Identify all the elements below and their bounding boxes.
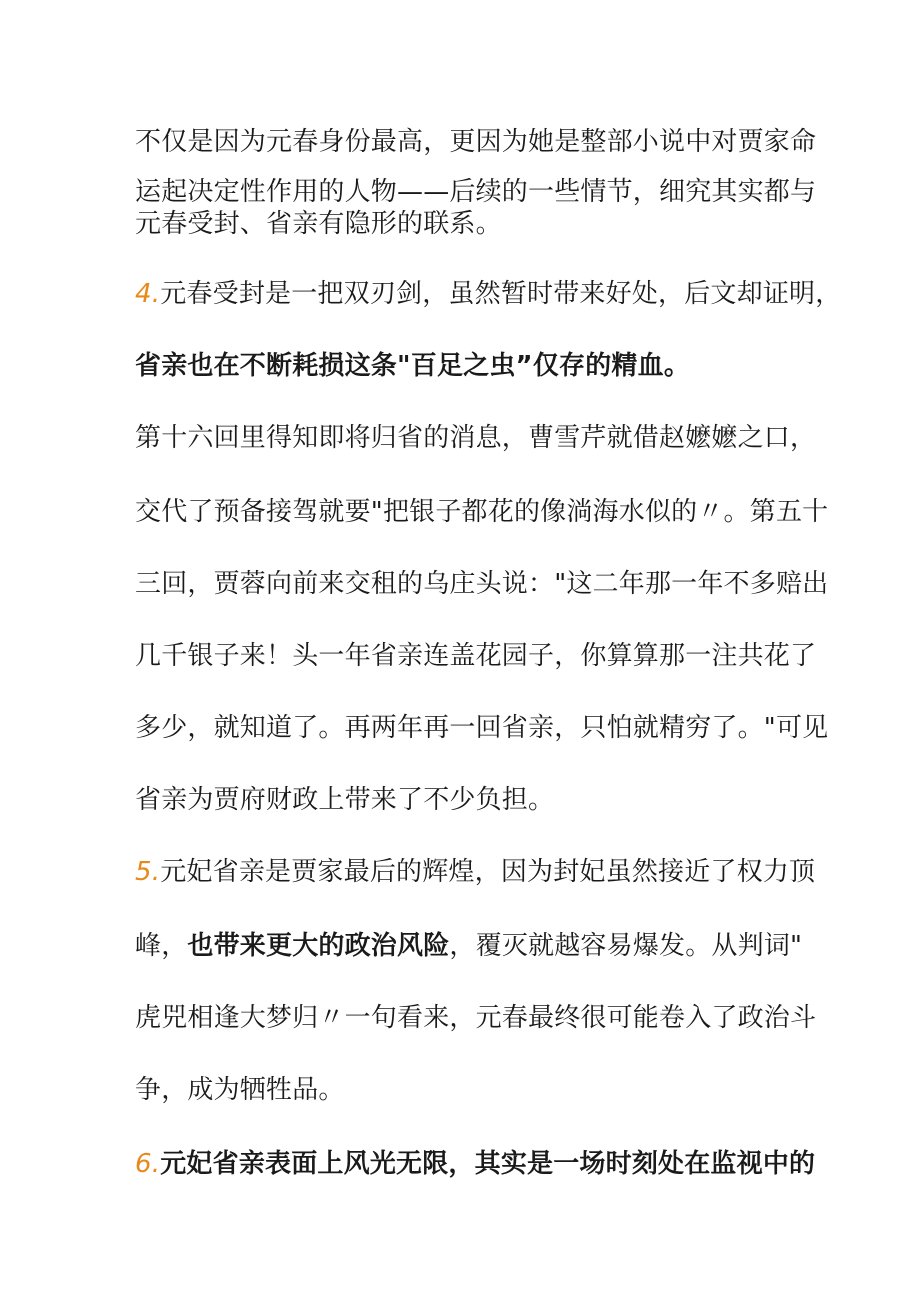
- text-line-3: [135, 206, 795, 242]
- item-number: 4.: [135, 279, 161, 309]
- text-line-7: [135, 494, 829, 530]
- text-line-16: [135, 1146, 816, 1182]
- line-text: 运起决定性作用的人物——后续的一些情节，细究其实都与: [135, 177, 817, 207]
- line-text-bold: 元妃省亲表面上风光无限，其实是一场时刻处在监视中的: [160, 1149, 816, 1179]
- line-text: 几千银子来！头一年省亲连盖花园子，你算算那一注共花了: [135, 641, 817, 671]
- line-text: 元春受封是一把双刃剑，虽然暂时带来好处，后文却证明，: [160, 279, 842, 309]
- line-text: 交代了预备接驾就要"把银子都花的像淌海水似的〃。第五十: [135, 497, 829, 527]
- line-text: 虎兕相逢大梦归〃一句看来，元春最终很可能卷入了政治斗: [135, 1003, 817, 1033]
- text-line-6: [135, 420, 817, 456]
- text-line-10: [135, 710, 829, 746]
- line-text: ，覆灭就越容易爆发。从判词": [449, 931, 803, 961]
- text-line-13: [135, 928, 803, 964]
- item-number: 5.: [135, 857, 161, 887]
- line-text-bold: 也带来更大的政治风险: [187, 931, 450, 961]
- line-text: 第十六回里得知即将归省的消息，曹雪芹就借赵嬷嬷之口，: [135, 423, 817, 453]
- line-text: 峰，: [135, 931, 188, 961]
- text-line-4: [135, 276, 842, 312]
- text-line-15: [135, 1072, 795, 1108]
- line-text-bold: 省亲也在不断耗损这条"百足之虫”仅存的精血。: [135, 351, 691, 381]
- line-text: 争，成为牺牲品。: [135, 1075, 345, 1105]
- line-text: 省亲为贾府财政上带来了不少负担。: [135, 785, 555, 815]
- text-line-2: [135, 174, 817, 210]
- line-text: 元妃省亲是贾家最后的辉煌，因为封妃虽然接近了权力顶: [160, 857, 816, 887]
- text-line-11: [135, 782, 795, 818]
- line-text: 多少，就知道了。再两年再一回省亲，只怕就精穷了。"可见: [135, 713, 829, 743]
- text-line-9: [135, 638, 817, 674]
- line-text: 不仅是因为元春身份最高，更因为她是整部小说中对贾家命: [135, 127, 817, 157]
- line-text: 三回，贾蓉向前来交租的乌庄头说："这二年那一年不多赔出: [135, 569, 829, 599]
- text-line-5: [135, 348, 795, 384]
- text-line-12: [135, 854, 816, 890]
- text-line-1: [135, 124, 817, 160]
- item-number: 6.: [135, 1149, 161, 1179]
- text-line-14: [135, 1000, 817, 1036]
- text-line-8: [135, 566, 829, 602]
- line-text: 元春受封、省亲有隐形的联系。: [135, 209, 502, 239]
